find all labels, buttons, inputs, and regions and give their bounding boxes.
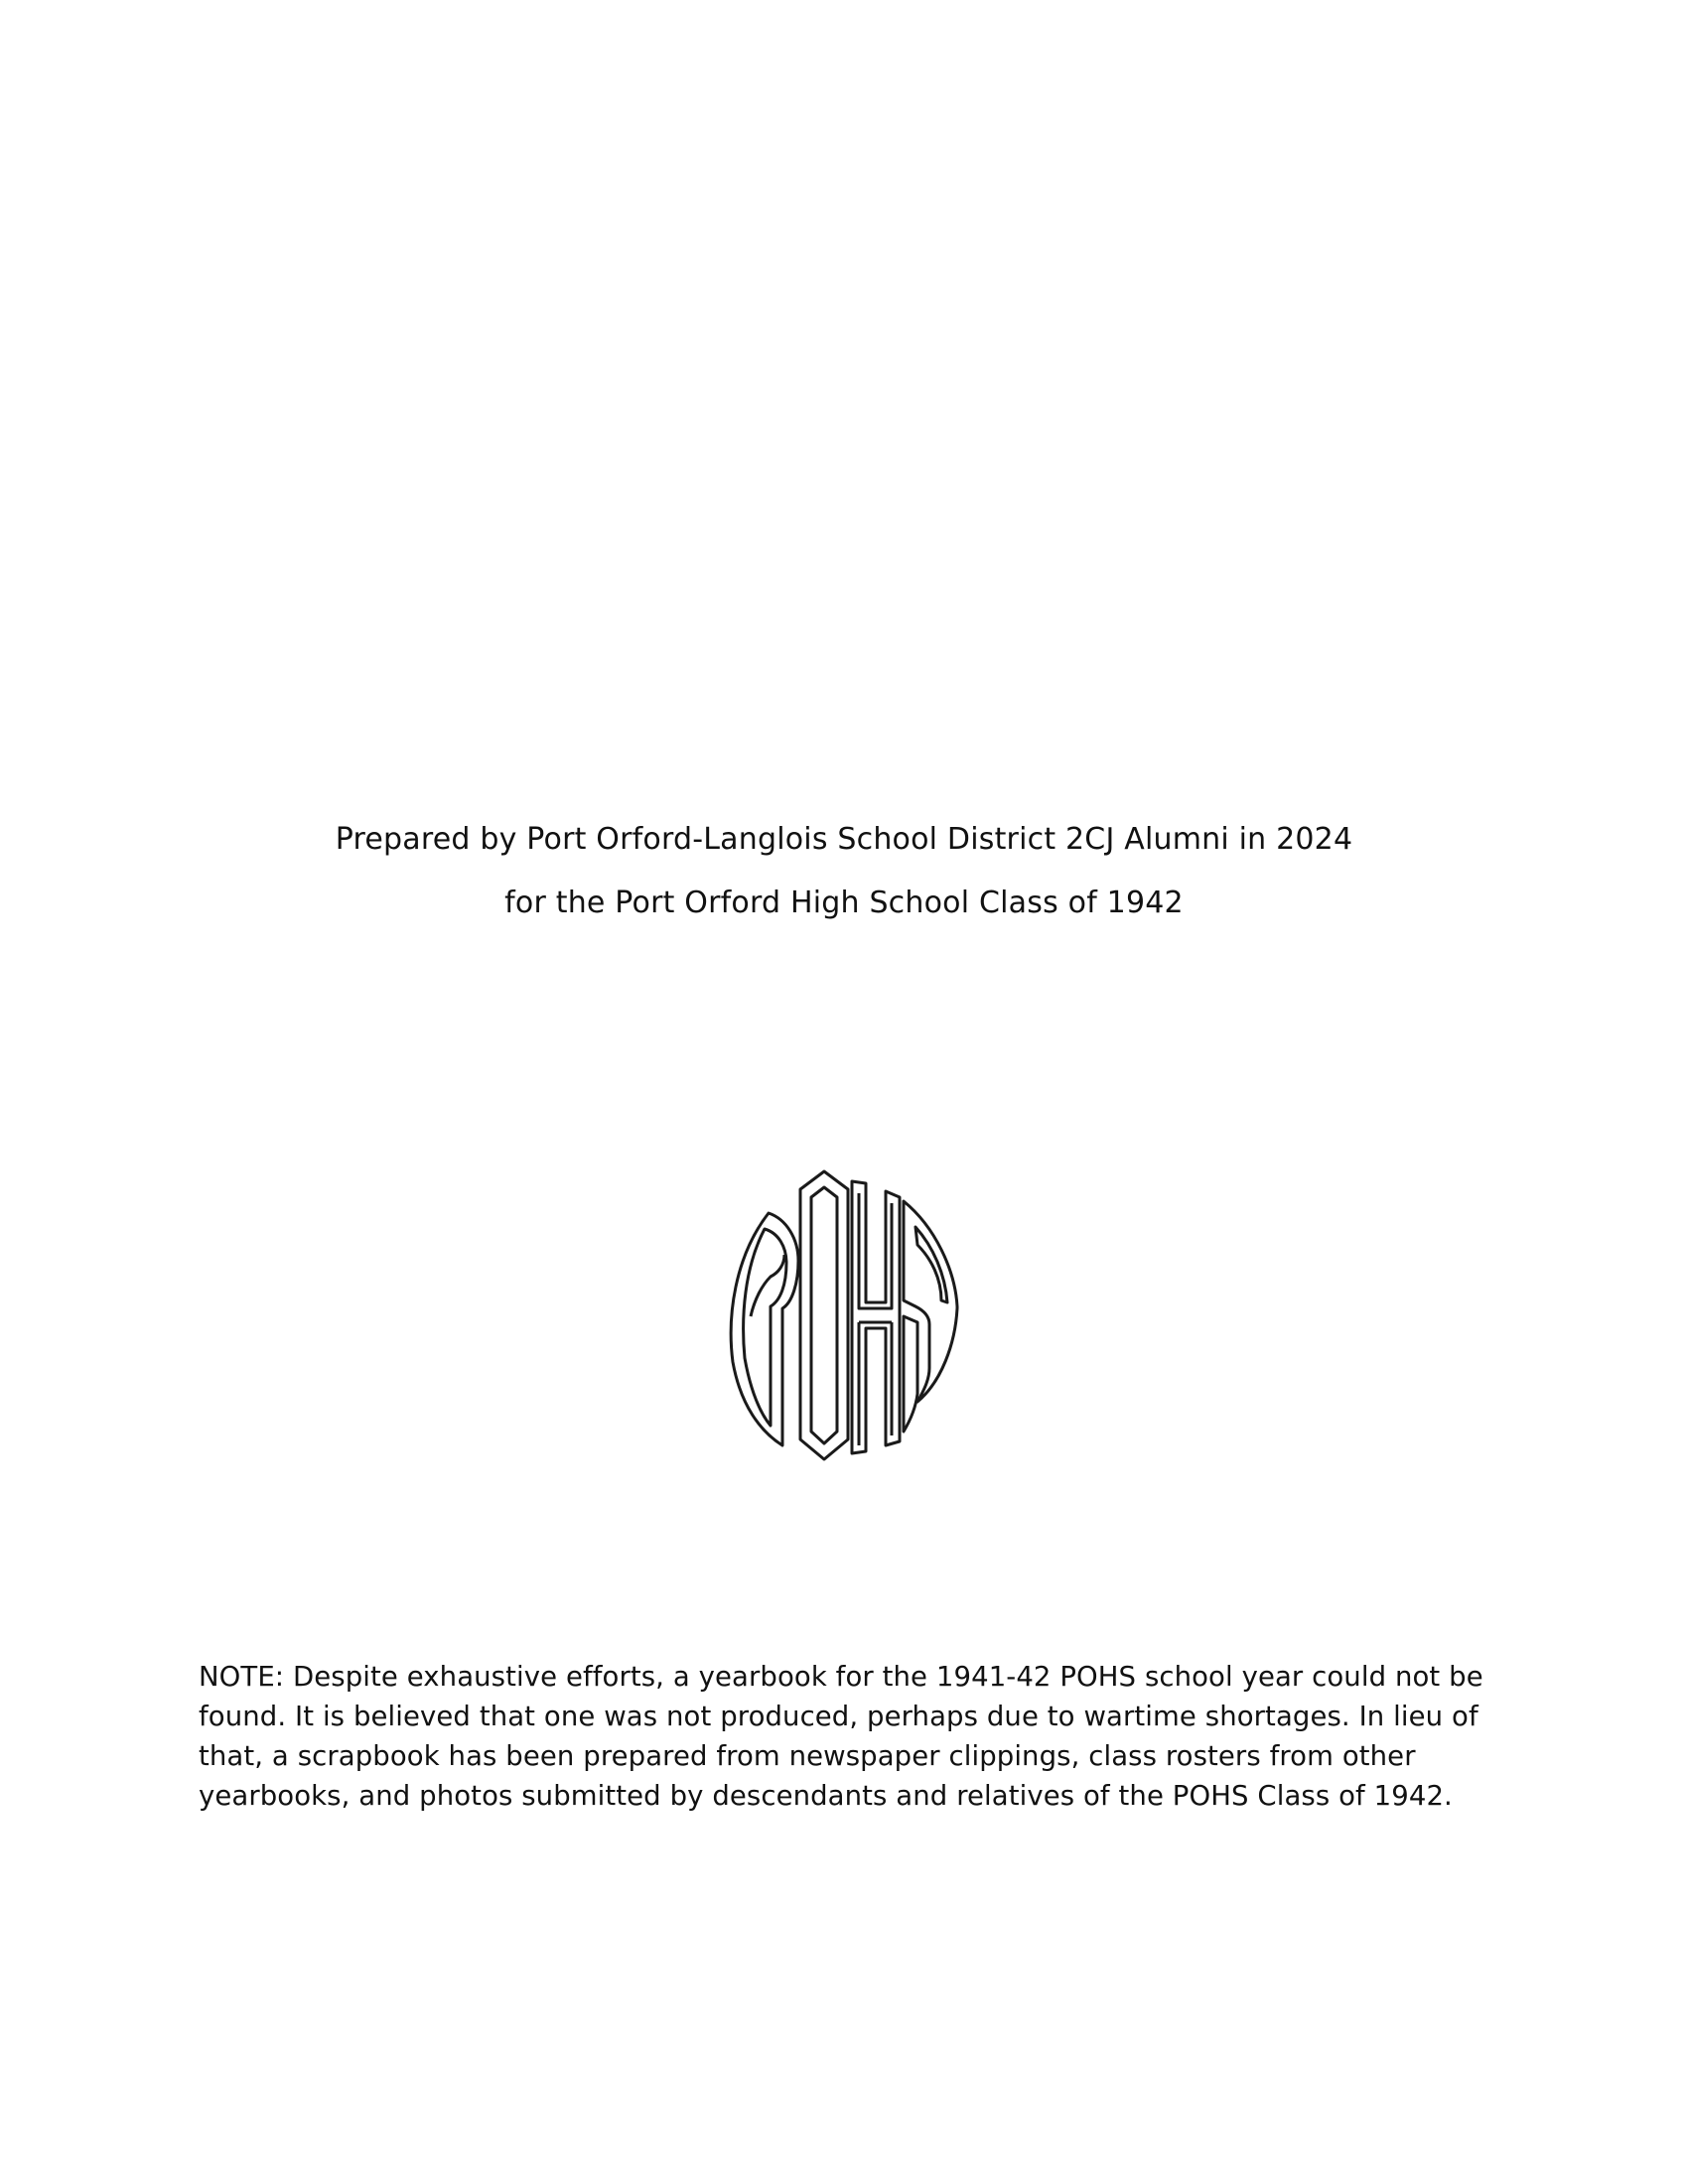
note-paragraph: [199, 1657, 1489, 1816]
note-line: yearbooks, and photos submitted by descendants and relatives of the POHS Class of 1942.: [199, 1780, 1453, 1812]
dedication-line: for the Port Orford High School Class of 1942: [504, 886, 1184, 920]
note-line: that, a scrapbook has been prepared from newspaper clippings, class rosters from other: [199, 1740, 1416, 1772]
letter-s-icon: [904, 1201, 957, 1432]
pohs-monogram-logo: [721, 1167, 969, 1465]
prepared-by-line: Prepared by Port Orford-Langlois School District 2CJ Alumni in 2024: [335, 822, 1353, 857]
letter-h-icon: [852, 1181, 900, 1453]
note-line: found. It is believed that one was not produced, perhaps due to wartime shortages. In lieu of: [199, 1701, 1478, 1732]
note-line: NOTE: Despite exhaustive efforts, a yearbook for the 1941-42 POHS school year could not be: [199, 1661, 1483, 1693]
letter-o-icon: [800, 1171, 848, 1459]
letter-p-icon: [731, 1213, 798, 1445]
